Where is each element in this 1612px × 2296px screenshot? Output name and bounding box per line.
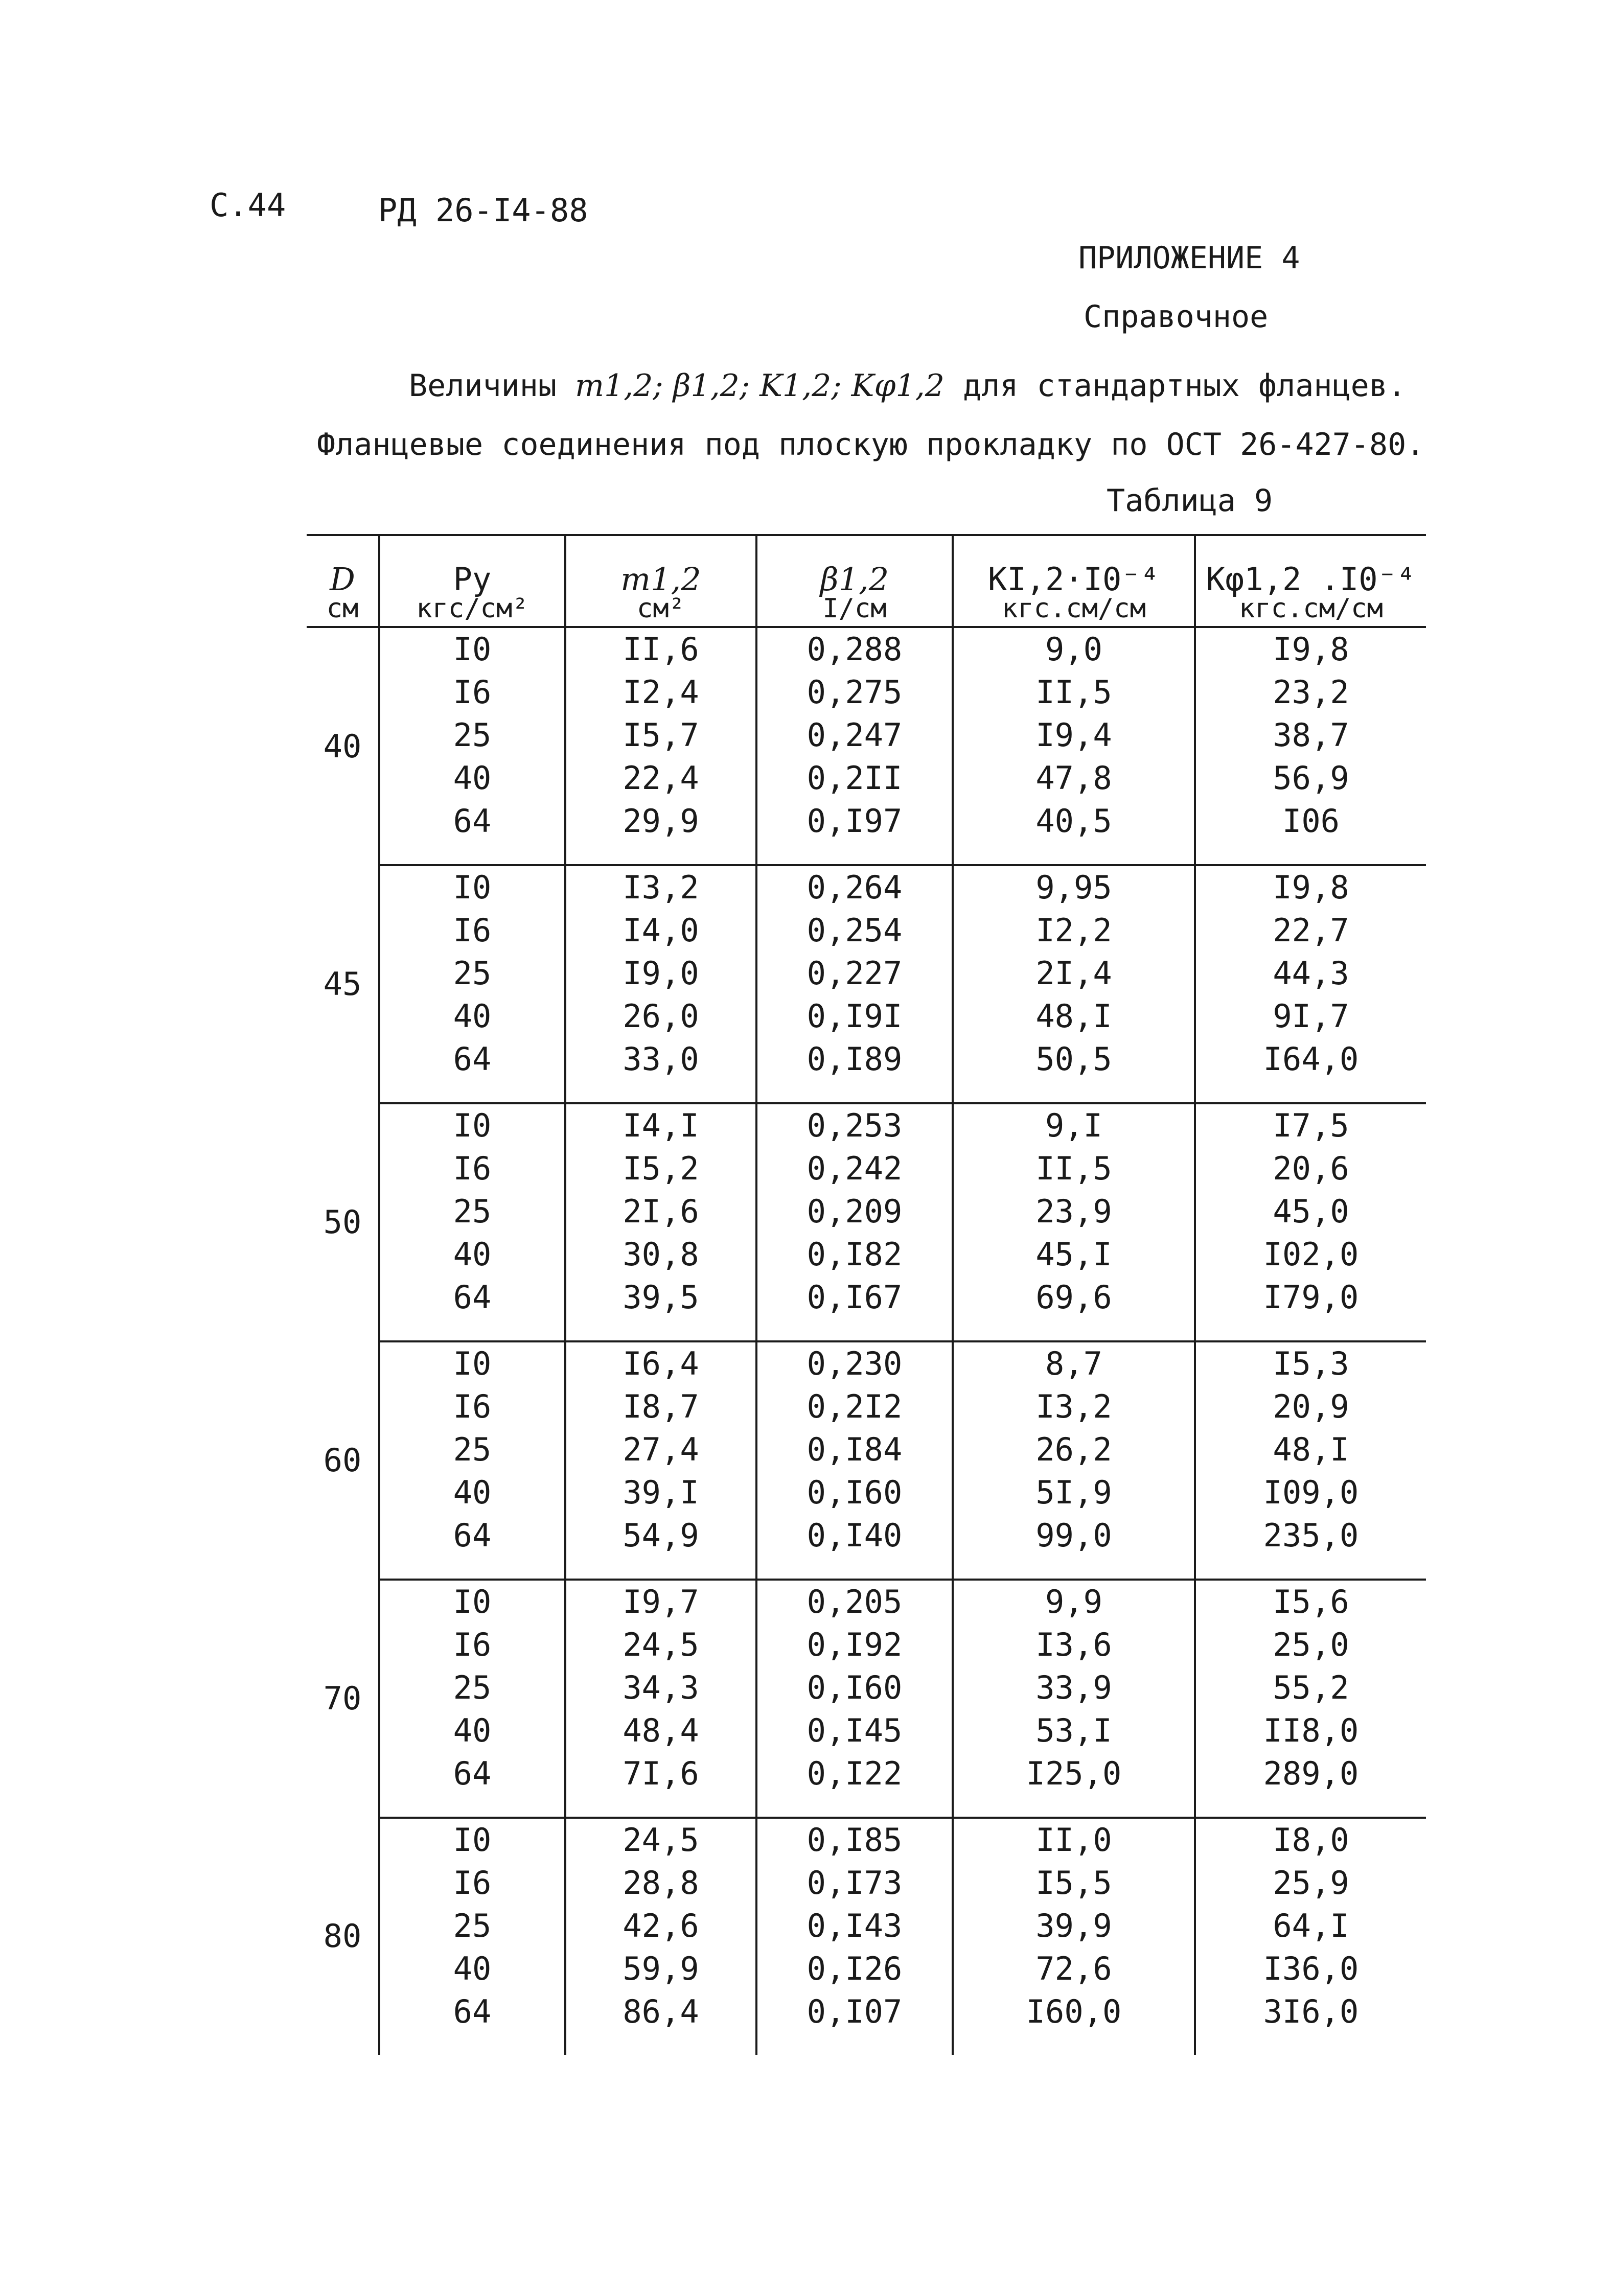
- table-cell: 9I,7: [1195, 995, 1426, 1038]
- table-cell: 0,I85: [756, 1818, 953, 1862]
- table-row: [307, 1905, 1426, 1947]
- spacer-cell: [953, 843, 1195, 865]
- spacer-cell: [1195, 1557, 1426, 1580]
- table-cell: 38,7: [1195, 714, 1426, 757]
- table-cell: I7,5: [1195, 1103, 1426, 1147]
- table-cell: 23,2: [1195, 671, 1426, 714]
- table-cell: 45,I: [953, 1233, 1195, 1276]
- table-cell: I6: [379, 671, 565, 714]
- table-cell: 28,8: [565, 1862, 756, 1905]
- diameter-cell: 80: [323, 1917, 362, 1955]
- table-row: [307, 1428, 1426, 1471]
- spacer-cell: [1195, 1795, 1426, 1818]
- spacer-cell: [379, 843, 565, 865]
- table-row: [307, 1276, 1426, 1319]
- table-cell: I5,2: [565, 1147, 756, 1190]
- page-number: С.44: [210, 187, 286, 224]
- table-cell: I36,0: [1195, 1947, 1426, 1990]
- table-cell: 69,6: [953, 1276, 1195, 1319]
- group-spacer: [307, 1557, 1426, 1580]
- table-row: [307, 909, 1426, 952]
- table-cell: 33,9: [953, 1666, 1195, 1709]
- table-cell: I8,7: [565, 1385, 756, 1428]
- header-symbol: D: [330, 561, 355, 598]
- group-spacer: [307, 1081, 1426, 1103]
- table-cell: I0: [379, 1103, 565, 1147]
- table-cell: 0,I92: [756, 1624, 953, 1666]
- table-header-row: [307, 535, 1426, 627]
- table-cell: 59,9: [565, 1947, 756, 1990]
- header-pressure: [379, 535, 565, 627]
- table-cell: 25,9: [1195, 1862, 1426, 1905]
- table-cell: 0,288: [756, 627, 953, 671]
- header-unit: см²: [637, 593, 685, 624]
- table-cell: 40: [379, 757, 565, 800]
- spacer-cell: [565, 843, 756, 865]
- table-row: [307, 1038, 1426, 1081]
- table-cell: 0,I07: [756, 1990, 953, 2033]
- table-cell: I4,I: [565, 1103, 756, 1147]
- table-cell: 64,I: [1195, 1905, 1426, 1947]
- table-cell: II,5: [953, 671, 1195, 714]
- header-m: [565, 535, 756, 627]
- header-diameter: [307, 535, 379, 627]
- table-cell: I5,7: [565, 714, 756, 757]
- table-cell: 24,5: [565, 1818, 756, 1862]
- header-k: [953, 535, 1195, 627]
- spacer-cell: [953, 1319, 1195, 1341]
- table-cell: 33,0: [565, 1038, 756, 1081]
- table-cell: I3,6: [953, 1624, 1195, 1666]
- document-code: РД 26-I4-88: [378, 192, 588, 229]
- table-cell: 2I,4: [953, 952, 1195, 995]
- table-cell: 26,0: [565, 995, 756, 1038]
- table-cell: 44,3: [1195, 952, 1426, 995]
- table-cell: 0,I40: [756, 1514, 953, 1557]
- spacer-cell: [565, 1319, 756, 1341]
- table-cell: 42,6: [565, 1905, 756, 1947]
- table-cell: 25: [379, 1666, 565, 1709]
- table-cell: I3,2: [565, 865, 756, 909]
- table-row: [307, 1514, 1426, 1557]
- table-cell: 50,5: [953, 1038, 1195, 1081]
- table-label: Таблица 9: [1107, 483, 1273, 519]
- table-cell: I3,2: [953, 1385, 1195, 1428]
- table-cell: 25,0: [1195, 1624, 1426, 1666]
- table-group: [307, 1580, 1426, 1818]
- table-cell: 0,247: [756, 714, 953, 757]
- table-cell: 0,I60: [756, 1471, 953, 1514]
- table-cell: I6: [379, 1624, 565, 1666]
- table-cell: 29,9: [565, 800, 756, 843]
- table-row: [307, 1709, 1426, 1752]
- spacer-cell: [565, 1081, 756, 1103]
- table-cell: 27,4: [565, 1428, 756, 1471]
- table-cell: I9,8: [1195, 627, 1426, 671]
- table-cell: 72,6: [953, 1947, 1195, 1990]
- table-row: [307, 1103, 1426, 1147]
- table-cell: I06: [1195, 800, 1426, 843]
- table-cell: 8,7: [953, 1341, 1195, 1385]
- caption-prefix: Величины: [409, 368, 557, 404]
- header-symbol: Py: [453, 561, 492, 598]
- table-cell: 0,230: [756, 1341, 953, 1385]
- table-row: [307, 1190, 1426, 1233]
- table-row: [307, 1471, 1426, 1514]
- header-symbol: KI,2·I0⁻⁴: [988, 561, 1160, 598]
- table-cell: 40: [379, 995, 565, 1038]
- table-row: [307, 1666, 1426, 1709]
- table-cell: 289,0: [1195, 1752, 1426, 1795]
- table-cell: I09,0: [1195, 1471, 1426, 1514]
- table-cell: 53,I: [953, 1709, 1195, 1752]
- table-cell: 64: [379, 1990, 565, 2033]
- table-cell: 0,I67: [756, 1276, 953, 1319]
- table-cell: 45,0: [1195, 1190, 1426, 1233]
- spacer-cell: [953, 1795, 1195, 1818]
- table-cell: 34,3: [565, 1666, 756, 1709]
- table-row: [307, 1947, 1426, 1990]
- table-row: [307, 1341, 1426, 1385]
- table-cell: I02,0: [1195, 1233, 1426, 1276]
- table-cell: 39,5: [565, 1276, 756, 1319]
- table-row: [307, 1752, 1426, 1795]
- table-cell: 0,I97: [756, 800, 953, 843]
- table-cell: I5,6: [1195, 1580, 1426, 1624]
- table-cell: I0: [379, 1341, 565, 1385]
- table-cell: I79,0: [1195, 1276, 1426, 1319]
- caption-line-2: Фланцевые соединения под плоскую прокладку по ОСТ 26-427-80.: [317, 427, 1425, 462]
- appendix-title: ПРИЛОЖЕНИЕ 4: [1078, 240, 1300, 276]
- spacer-cell: [1195, 1081, 1426, 1103]
- table-cell: 40: [379, 1709, 565, 1752]
- spacer-cell: [953, 1557, 1195, 1580]
- table-cell: I60,0: [953, 1990, 1195, 2033]
- table-cell: I6: [379, 1147, 565, 1190]
- table-cell: 7I,6: [565, 1752, 756, 1795]
- table-cell: I64,0: [1195, 1038, 1426, 1081]
- table-cell: 64: [379, 1276, 565, 1319]
- spacer-cell: [379, 2033, 565, 2055]
- table-cell: 24,5: [565, 1624, 756, 1666]
- spacer-cell: [756, 2033, 953, 2055]
- spacer-cell: [379, 1557, 565, 1580]
- spacer-cell: [379, 1795, 565, 1818]
- table-cell: I6: [379, 1862, 565, 1905]
- table-row: [307, 865, 1426, 909]
- table-row: [307, 800, 1426, 843]
- table-cell: 0,254: [756, 909, 953, 952]
- table-cell: 9,9: [953, 1580, 1195, 1624]
- table-cell: 0,I89: [756, 1038, 953, 1081]
- spacer-cell: [756, 1557, 953, 1580]
- table-row: [307, 1580, 1426, 1624]
- table-cell: I5,3: [1195, 1341, 1426, 1385]
- table-cell: I4,0: [565, 909, 756, 952]
- spacer-cell: [379, 1319, 565, 1341]
- table-row: [307, 714, 1426, 757]
- spacer-cell: [1195, 2033, 1426, 2055]
- caption-suffix: для стандартных фланцев.: [963, 368, 1406, 404]
- table-cell: I6: [379, 909, 565, 952]
- table-row: [307, 757, 1426, 800]
- table-cell: I2,2: [953, 909, 1195, 952]
- spacer-cell: [379, 1081, 565, 1103]
- table-cell: 39,I: [565, 1471, 756, 1514]
- table-cell: 56,9: [1195, 757, 1426, 800]
- table-row: [307, 1862, 1426, 1905]
- table-row: [307, 1233, 1426, 1276]
- table-cell: 9,0: [953, 627, 1195, 671]
- table-cell: 55,2: [1195, 1666, 1426, 1709]
- table-cell: 64: [379, 800, 565, 843]
- table-cell: II,5: [953, 1147, 1195, 1190]
- table-cell: 40: [379, 1947, 565, 1990]
- spacer-cell: [1195, 1319, 1426, 1341]
- table-cell: 0,I73: [756, 1862, 953, 1905]
- table-cell: I6: [379, 1385, 565, 1428]
- table-cell: 0,2II: [756, 757, 953, 800]
- header-unit: кгс.см/см: [1239, 593, 1383, 624]
- table-row: [307, 1818, 1426, 1862]
- group-spacer: [307, 2033, 1426, 2055]
- header-unit: кгс/см²: [416, 593, 528, 624]
- table-cell: 64: [379, 1514, 565, 1557]
- table-cell: 25: [379, 1428, 565, 1471]
- table-cell: 86,4: [565, 1990, 756, 2033]
- spacer-cell: [565, 1795, 756, 1818]
- table-cell: 25: [379, 714, 565, 757]
- table-group: [307, 1818, 1426, 2055]
- diameter-cell: 40: [323, 728, 362, 765]
- spacer-cell: [565, 2033, 756, 2055]
- table-cell: 22,7: [1195, 909, 1426, 952]
- table-row: [307, 1147, 1426, 1190]
- table-cell: 9,I: [953, 1103, 1195, 1147]
- table-cell: 48,I: [953, 995, 1195, 1038]
- table-cell: I0: [379, 627, 565, 671]
- spacer-cell: [953, 2033, 1195, 2055]
- table-cell: I9,4: [953, 714, 1195, 757]
- table-cell: I8,0: [1195, 1818, 1426, 1862]
- table-cell: 0,I84: [756, 1428, 953, 1471]
- spacer-cell: [953, 1081, 1195, 1103]
- table-cell: 0,205: [756, 1580, 953, 1624]
- table-cell: I0: [379, 1818, 565, 1862]
- spacer-cell: [756, 1319, 953, 1341]
- flange-table: [307, 534, 1426, 2055]
- table-cell: 26,2: [953, 1428, 1195, 1471]
- header-unit: I/см: [822, 593, 887, 624]
- table-cell: 2I,6: [565, 1190, 756, 1233]
- table-cell: II8,0: [1195, 1709, 1426, 1752]
- table-cell: I25,0: [953, 1752, 1195, 1795]
- table-cell: 40,5: [953, 800, 1195, 843]
- table-cell: 54,9: [565, 1514, 756, 1557]
- table-cell: 30,8: [565, 1233, 756, 1276]
- table-cell: 22,4: [565, 757, 756, 800]
- table-cell: I9,0: [565, 952, 756, 995]
- table-cell: 5I,9: [953, 1471, 1195, 1514]
- group-spacer: [307, 843, 1426, 865]
- table-cell: 3I6,0: [1195, 1990, 1426, 2033]
- table-cell: 235,0: [1195, 1514, 1426, 1557]
- header-unit: см: [326, 593, 359, 624]
- table-cell: 25: [379, 1190, 565, 1233]
- table-row: [307, 1624, 1426, 1666]
- header-beta: [756, 535, 953, 627]
- table-cell: 23,9: [953, 1190, 1195, 1233]
- table-cell: 40: [379, 1233, 565, 1276]
- table-cell: I9,7: [565, 1580, 756, 1624]
- table-cell: 20,9: [1195, 1385, 1426, 1428]
- table-row: [307, 952, 1426, 995]
- group-spacer: [307, 1795, 1426, 1818]
- header-k-phi: [1195, 535, 1426, 627]
- caption-line-1: [409, 368, 1406, 404]
- table-cell: 0,227: [756, 952, 953, 995]
- table-cell: I9,8: [1195, 865, 1426, 909]
- table-cell: 0,253: [756, 1103, 953, 1147]
- table-cell: 64: [379, 1038, 565, 1081]
- table-row: [307, 671, 1426, 714]
- table-cell: 99,0: [953, 1514, 1195, 1557]
- diameter-cell: 50: [323, 1203, 362, 1241]
- spacer-cell: [565, 1557, 756, 1580]
- table-cell: 25: [379, 952, 565, 995]
- header-symbol: β1,2: [820, 561, 889, 598]
- table-row: [307, 1385, 1426, 1428]
- header-symbol: m1,2: [620, 561, 701, 598]
- table-cell: II,6: [565, 627, 756, 671]
- table-cell: I0: [379, 1580, 565, 1624]
- spacer-cell: [756, 1081, 953, 1103]
- diameter-cell: 45: [323, 965, 362, 1003]
- table-group: [307, 1103, 1426, 1341]
- table-cell: 0,I9I: [756, 995, 953, 1038]
- table-cell: 0,275: [756, 671, 953, 714]
- table-cell: 0,I60: [756, 1666, 953, 1709]
- table-cell: II,0: [953, 1818, 1195, 1862]
- table-cell: 0,I82: [756, 1233, 953, 1276]
- table-group: [307, 865, 1426, 1103]
- table-row: [307, 995, 1426, 1038]
- table-cell: 0,264: [756, 865, 953, 909]
- table-cell: 25: [379, 1905, 565, 1947]
- table-cell: 0,209: [756, 1190, 953, 1233]
- spacer-cell: [756, 843, 953, 865]
- table-cell: 47,8: [953, 757, 1195, 800]
- table-cell: 9,95: [953, 865, 1195, 909]
- table-cell: I5,5: [953, 1862, 1195, 1905]
- table-cell: I0: [379, 865, 565, 909]
- table-cell: 0,242: [756, 1147, 953, 1190]
- header-unit: кгс.см/см: [1002, 593, 1146, 624]
- table-cell: 0,2I2: [756, 1385, 953, 1428]
- spacer-cell: [756, 1795, 953, 1818]
- table-row: [307, 1990, 1426, 2033]
- caption-symbols: m1,2; β1,2; K1,2; Kφ1,2: [575, 368, 945, 404]
- table-cell: 48,4: [565, 1709, 756, 1752]
- table-cell: 39,9: [953, 1905, 1195, 1947]
- table-cell: I2,4: [565, 671, 756, 714]
- table-cell: 40: [379, 1471, 565, 1514]
- table-group: [307, 627, 1426, 865]
- diameter-cell: 60: [323, 1442, 362, 1479]
- table-cell: I6,4: [565, 1341, 756, 1385]
- spacer-cell: [1195, 843, 1426, 865]
- table-cell: 20,6: [1195, 1147, 1426, 1190]
- table-cell: 48,I: [1195, 1428, 1426, 1471]
- table-cell: 0,I45: [756, 1709, 953, 1752]
- table-group: [307, 1341, 1426, 1580]
- diameter-cell: 70: [323, 1680, 362, 1717]
- table-row: [307, 627, 1426, 671]
- table-cell: 0,I22: [756, 1752, 953, 1795]
- group-spacer: [307, 1319, 1426, 1341]
- table-cell: 0,I43: [756, 1905, 953, 1947]
- table-cell: 0,I26: [756, 1947, 953, 1990]
- table-cell: 64: [379, 1752, 565, 1795]
- header-symbol: Kφ1,2 .I0⁻⁴: [1206, 561, 1416, 598]
- appendix-subtitle: Справочное: [1084, 299, 1269, 335]
